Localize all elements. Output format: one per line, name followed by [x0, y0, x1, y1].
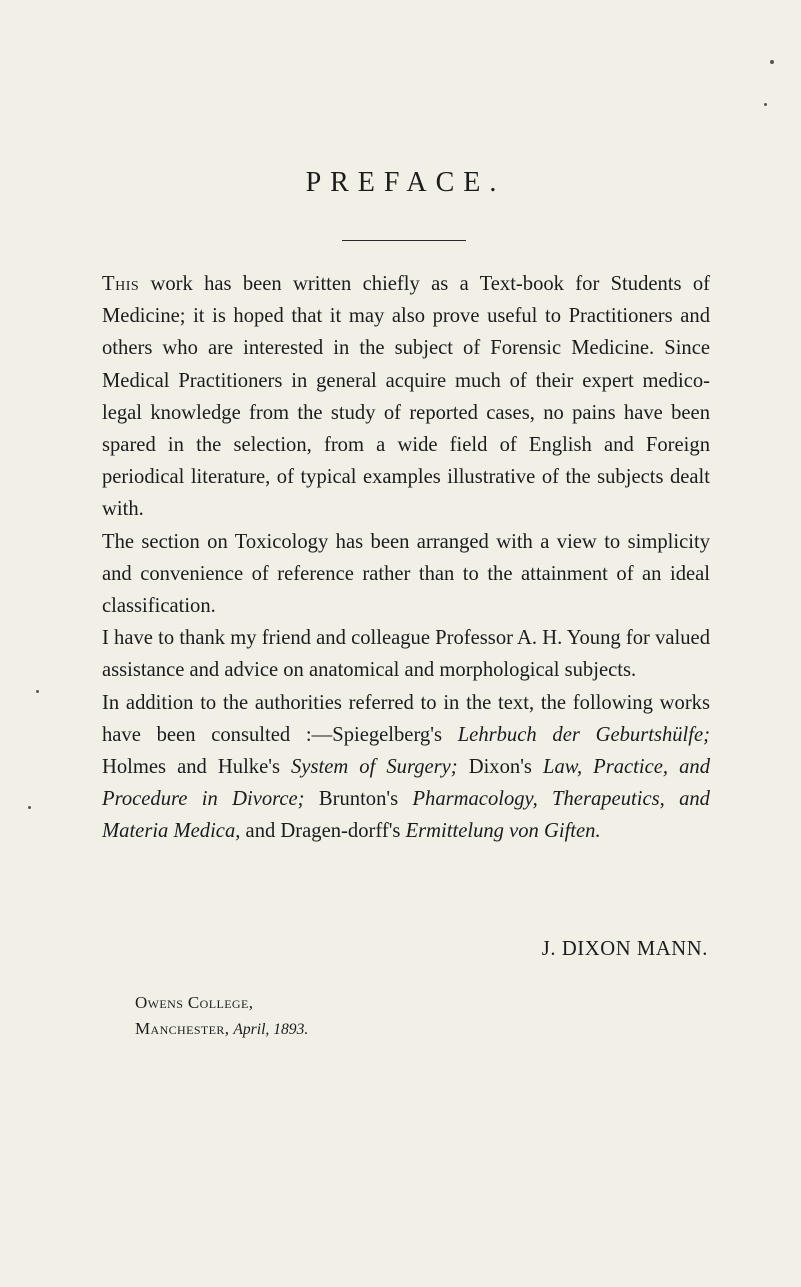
page-title: PREFACE.: [305, 167, 506, 198]
address-line-2: [135, 1016, 308, 1042]
page-speck: [770, 60, 774, 64]
preface-body: [102, 268, 710, 848]
paragraph-4: [102, 687, 710, 848]
paragraph-1-text: work has been written chiefly as a Text-book for Students of Medicine; it is hoped that it may also prove useful to Practitioners and others who are interested in the subject of Forensic Medicine. Since Medical Practitioners in general acquire much of their expert medico-legal knowledge from the study of reported cases, no pains have been spared in the selection, from a wide field of English and Foreign periodical literature, of typical examples illustrative of the subjects dealt with.: [102, 273, 710, 521]
p4-text-1: In addition to the authorities referred to in the text, the following works have been consulted :—Spiegelberg's: [102, 691, 710, 746]
work-title-lehrbuch: Lehrbuch der Geburtshülfe;: [457, 723, 710, 746]
p4-text-5: and Dragen-dorff's: [240, 820, 406, 843]
page-speck: [764, 103, 767, 106]
p4-text-3: Dixon's: [457, 756, 543, 779]
page-speck: [28, 806, 31, 809]
author-signature: J. DIXON MANN.: [541, 938, 708, 960]
paragraph-3: I have to thank my friend and colleague Professor A. H. Young for valued assistance and advice on anatomical and morphological subjects.: [102, 627, 710, 682]
work-title-divorce: Law, Practice, and Procedure in Divorce;: [102, 756, 711, 811]
paragraph-1: [102, 268, 710, 526]
work-title-ermittelung: Ermittelung von Giften.: [405, 820, 601, 843]
title-rule: [342, 240, 466, 241]
address-date: April, 1893.: [233, 1021, 309, 1038]
address-institution: Owens College,: [135, 993, 254, 1012]
p4-text-4: Brunton's: [304, 788, 413, 811]
work-title-pharmacology: Pharmacology, Therapeutics, and Materia Medica,: [102, 788, 710, 843]
lead-word: This: [102, 273, 140, 295]
page-speck: [36, 690, 39, 693]
p4-text-2: Holmes and Hulke's: [102, 756, 292, 779]
work-title-system-of-surgery: System of Surgery;: [291, 756, 458, 779]
author-address: [135, 990, 308, 1042]
address-line-1: [135, 990, 308, 1016]
paragraph-2: The section on Toxicology has been arranged with a view to simplicity and convenience of reference rather than to the attainment of an ideal classification.: [102, 530, 710, 618]
address-place: Manchester,: [135, 1019, 230, 1038]
